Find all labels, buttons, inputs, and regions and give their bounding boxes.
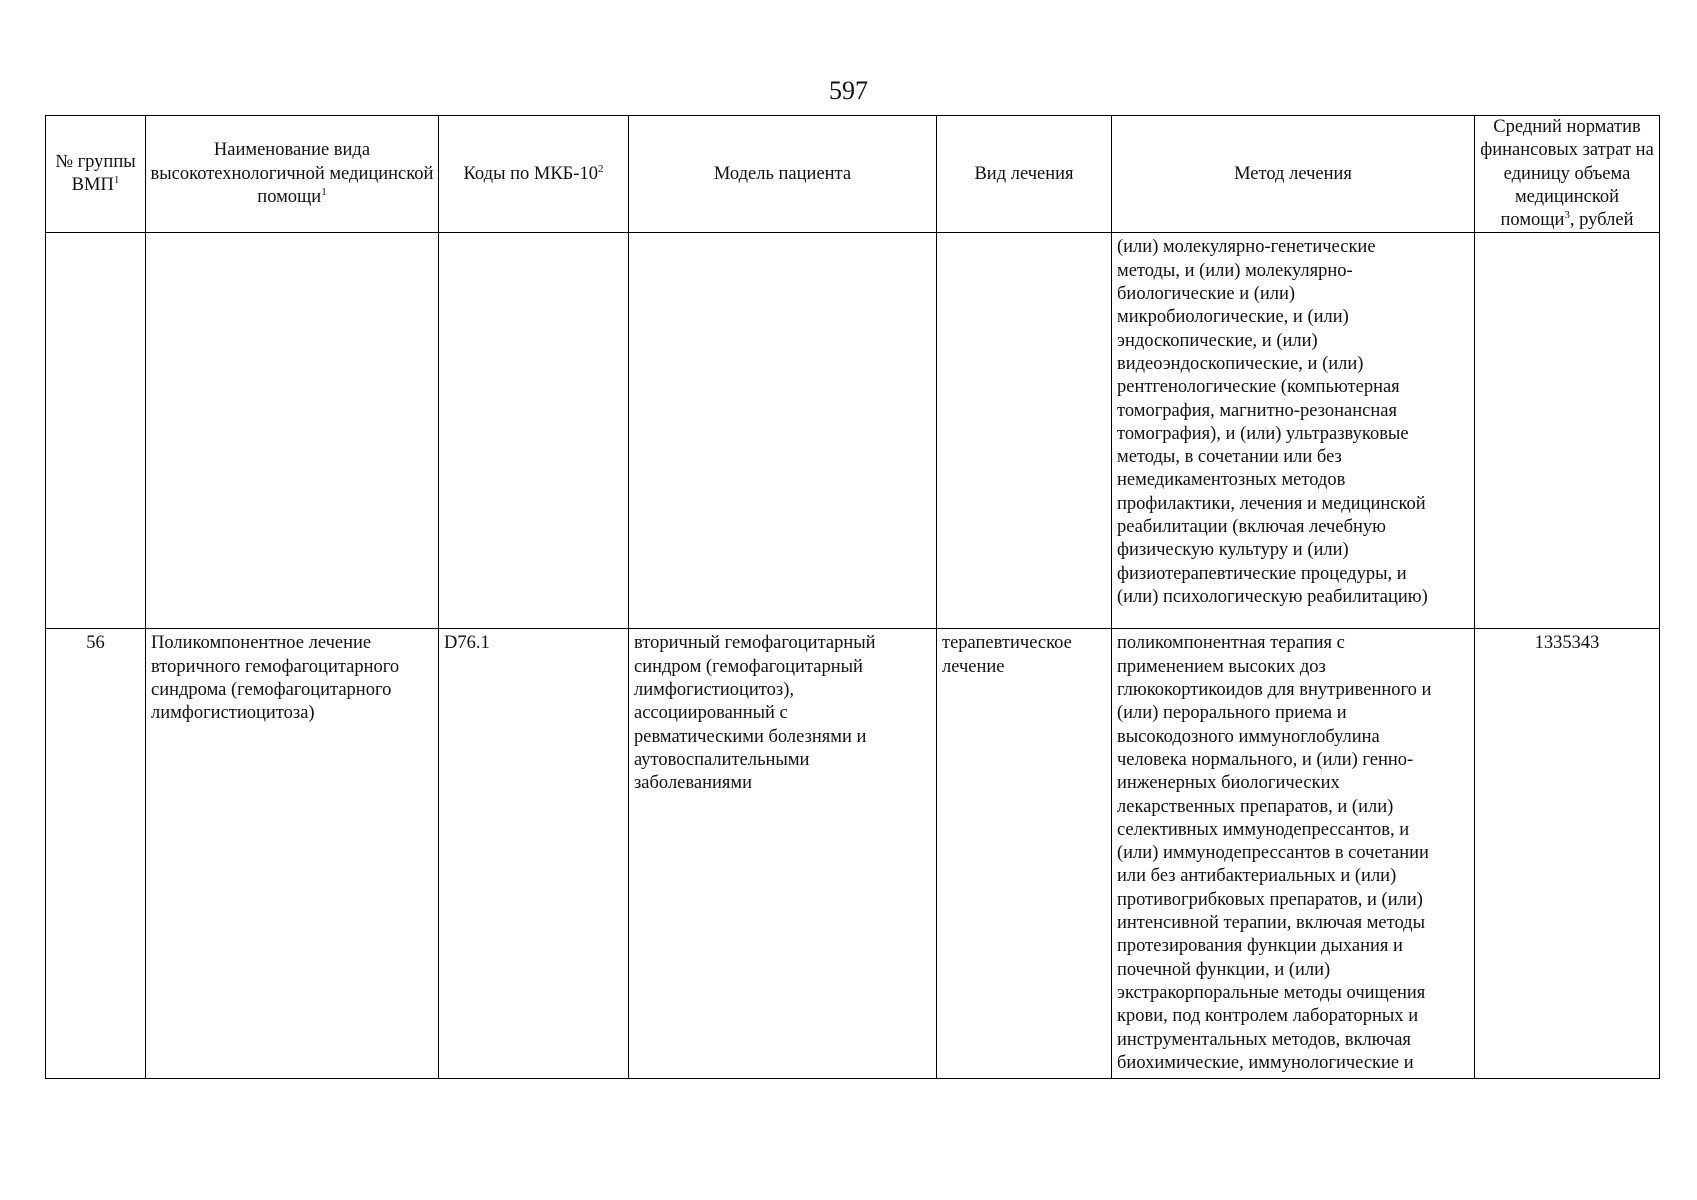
text-line: лекарственных препаратов, и (или) (1117, 796, 1394, 817)
text-line: (или) психологическую реабилитацию) (1117, 586, 1428, 607)
text-line: методы, и (или) молекулярно- (1117, 260, 1353, 281)
text-line: (или) иммунодепрессантов в сочетании (1117, 843, 1429, 864)
cell-cost: 1335343 (1475, 629, 1660, 1079)
cell-treatment-type (937, 629, 1112, 1079)
text-line: томография, магнитно-резонансная (1117, 400, 1397, 421)
text-line: противогрибковых препаратов, и (или) (1117, 889, 1423, 910)
text-line: крови, под контролем лабораторных и (1117, 1006, 1419, 1027)
text-line: лечение (942, 656, 1005, 677)
text-line: лимфогистиоцитоза) (151, 703, 315, 724)
table-row (46, 233, 1660, 629)
text-line: инструментальных методов, включая (1117, 1029, 1411, 1050)
text-line: человека нормального, и (или) генно- (1117, 749, 1414, 770)
text-line: методы, в сочетании или без (1117, 447, 1342, 468)
cell-method (1112, 629, 1475, 1079)
cell-codes: D76.1 (439, 629, 629, 1079)
text-line: немедикаментозных методов (1117, 470, 1346, 491)
text-line: лимфогистиоцитоз), (634, 680, 794, 701)
cell-codes (439, 233, 629, 629)
text-line: ассоциированный с (634, 703, 788, 724)
text-line: применением высоких доз (1117, 656, 1326, 677)
text-line: реабилитации (включая лечебную (1117, 517, 1386, 538)
cell-name (146, 233, 439, 629)
text-line: почечной функции, и (или) (1117, 959, 1331, 980)
text-line: синдрома (гемофагоцитарного (151, 680, 392, 701)
text-line: физическую культуру и (или) (1117, 540, 1349, 561)
table-header-row (46, 116, 1660, 233)
cell-name (146, 629, 439, 1079)
header-cost: Средний норматив финансовых затрат на единицу объема медицинской помощи$^3$, рублей (1475, 116, 1660, 233)
text-line: экстракорпоральные методы очищения (1117, 982, 1426, 1003)
text-line: протезирования функции дыхания и (1117, 936, 1403, 957)
page-number: 597 (829, 76, 868, 105)
cell-treatment-type (937, 233, 1112, 629)
cell-patient-model (629, 233, 937, 629)
cell-cost (1475, 233, 1660, 629)
text-line: видеоэндоскопические, и (или) (1117, 353, 1364, 374)
text-line: вторичный гемофагоцитарный (634, 633, 876, 654)
text-line: (или) молекулярно-генетические (1117, 237, 1376, 258)
text-line: инженерных биологических (1117, 773, 1340, 794)
header-group-no: № группы ВМП$^1$ (46, 116, 146, 233)
text-line: (или) перорального приема и (1117, 703, 1347, 724)
text-line: синдром (гемофагоцитарный (634, 656, 863, 677)
header-method: Метод лечения (1112, 116, 1475, 233)
text-line: терапевтическое (942, 633, 1072, 654)
text-line: селективных иммунодепрессантов, и (1117, 819, 1410, 840)
text-line: аутовоспалительными (634, 749, 810, 770)
text-line: или без антибактериальных и (или) (1117, 866, 1397, 887)
vmp-table (45, 115, 1660, 1079)
cell-patient-model (629, 629, 937, 1079)
text-line: эндоскопические, и (или) (1117, 330, 1318, 351)
header-treatment-type: Вид лечения (937, 116, 1112, 233)
text-line: высокодозного иммуноглобулина (1117, 726, 1380, 747)
header-patient-model: Модель пациента (629, 116, 937, 233)
text-line: вторичного гемофагоцитарного (151, 656, 400, 677)
header-codes: Коды по МКБ-$10^2$ (439, 116, 629, 233)
cell-method (1112, 233, 1475, 629)
text-line: биохимические, иммунологические и (1117, 1052, 1414, 1073)
header-name: Наименование вида высокотехнологичной медицинской помощи$^1$ (146, 116, 439, 233)
cell-group-no (46, 233, 146, 629)
text-line: биологические и (или) (1117, 284, 1296, 305)
text-line: заболеваниями (634, 773, 753, 794)
text-line: ревматическими болезнями и (634, 726, 867, 747)
text-line: профилактики, лечения и медицинской (1117, 493, 1426, 514)
text-line: микробиологические, и (или) (1117, 307, 1349, 328)
text-line: рентгенологические (компьютерная (1117, 377, 1400, 398)
text-line: томография), и (или) ультразвуковые (1117, 423, 1409, 444)
text-line: интенсивной терапии, включая методы (1117, 913, 1426, 934)
cell-group-no: 56 (46, 629, 146, 1079)
table-row (46, 629, 1660, 1079)
text-line: поликомпонентная терапия с (1117, 633, 1345, 654)
text-line: физиотерапевтические процедуры, и (1117, 563, 1407, 584)
text-line: глюкокортикоидов для внутривенного и (1117, 680, 1432, 701)
text-line: Поликомпонентное лечение (151, 633, 372, 654)
